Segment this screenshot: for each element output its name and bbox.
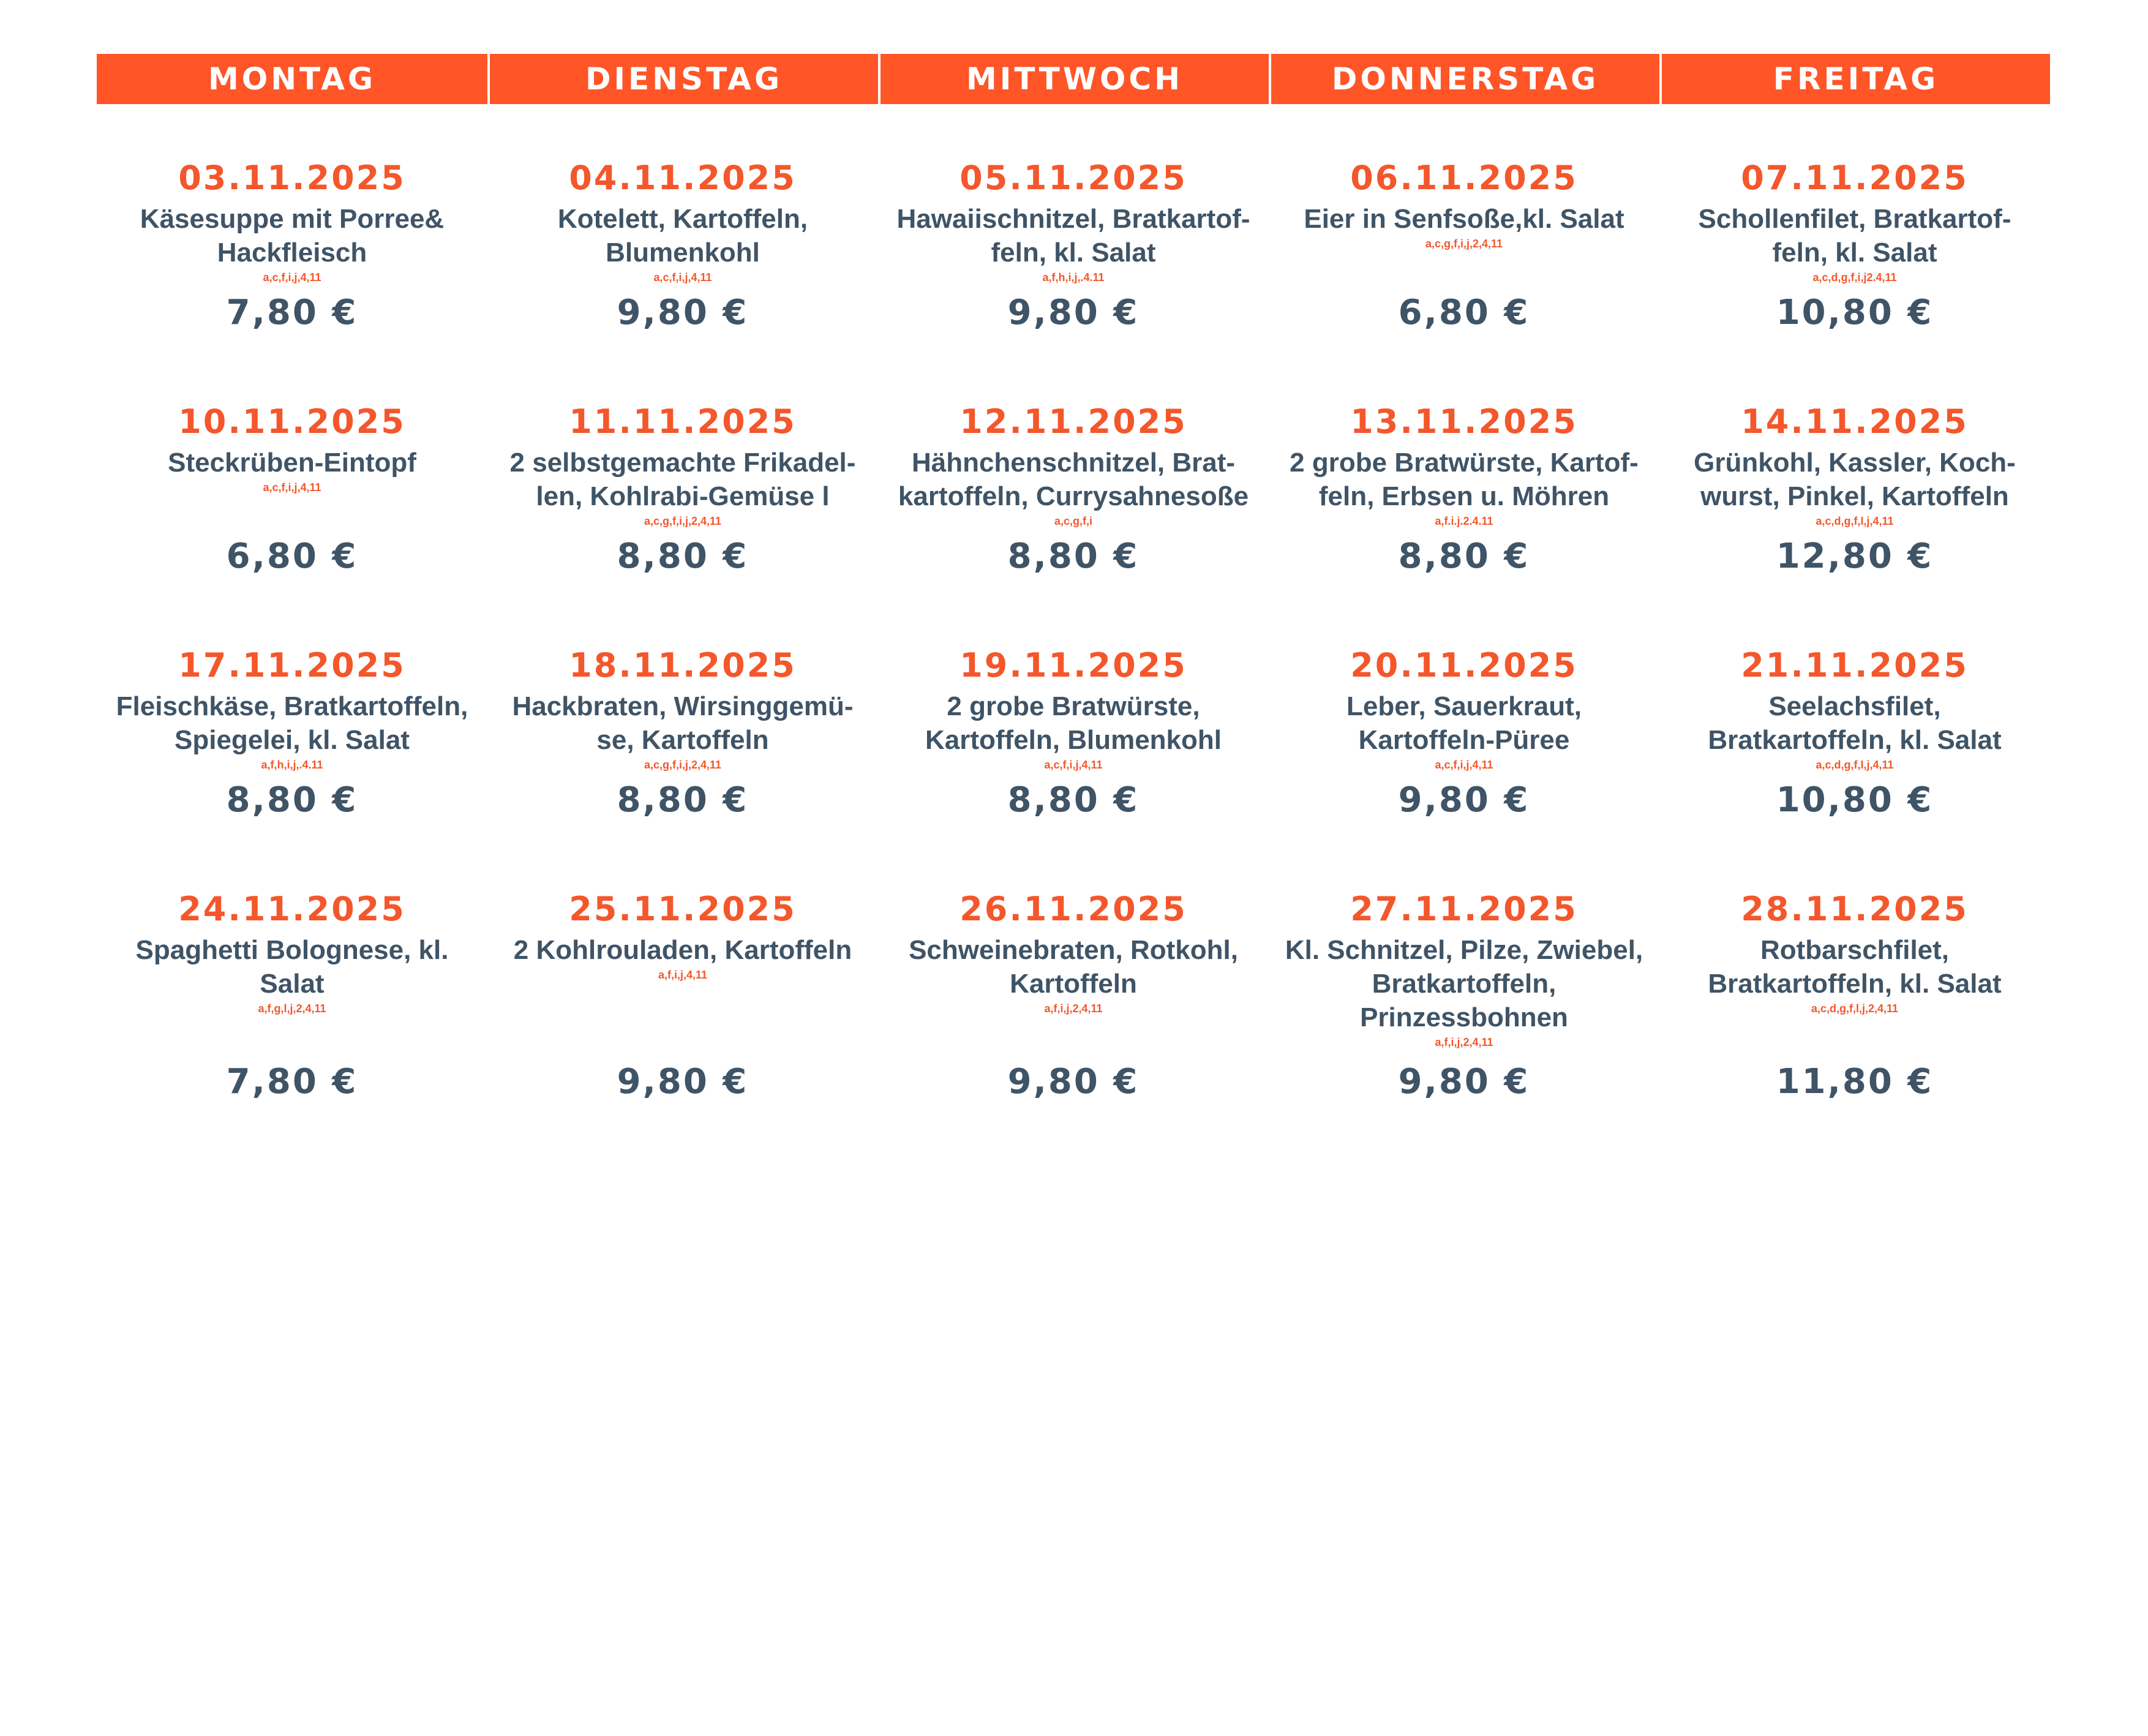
allergen-codes: a,f,i,j,2,4,11 xyxy=(1044,1002,1103,1015)
menu-date: 13.11.2025 xyxy=(1350,402,1578,441)
menu-date: 28.11.2025 xyxy=(1741,890,1969,928)
menu-cell xyxy=(1269,153,1659,397)
allergen-codes: a,c,d,g,f,l,j,2,4,11 xyxy=(1811,1002,1899,1015)
dish-name: Schollenfilet, Bratkartof-feln, kl. Salat xyxy=(1698,204,2011,268)
menu-date: 06.11.2025 xyxy=(1350,159,1578,197)
dish-price: 7,80 € xyxy=(226,1062,358,1102)
dish-price: 8,80 € xyxy=(1398,536,1530,576)
dish-name: Schweinebraten, Rotkohl, Kartoffeln xyxy=(909,935,1238,999)
menu-cell xyxy=(487,641,878,884)
allergen-codes: a,f,g,l,j,2,4,11 xyxy=(258,1002,326,1015)
menu-cell xyxy=(487,397,878,641)
dish-name: 2 grobe Bratwürste, Kartof-feln, Erbsen u. Möhren xyxy=(1290,448,1639,511)
dish-price: 9,80 € xyxy=(617,1062,749,1102)
menu-cell xyxy=(1659,641,2050,884)
dish-price: 12,80 € xyxy=(1776,536,1934,576)
allergen-codes: a,c,f,i,j,4,11 xyxy=(1044,759,1103,771)
menu-date: 17.11.2025 xyxy=(178,646,406,685)
dish-price: 8,80 € xyxy=(1007,780,1140,820)
header-monday: MONTAG xyxy=(208,61,377,97)
week-row-3 xyxy=(97,641,2050,884)
dish-name: Rotbarschfilet, Bratkartoffeln, kl. Salat xyxy=(1708,935,2002,999)
menu-date: 05.11.2025 xyxy=(959,159,1187,197)
menu-cell xyxy=(1659,397,2050,641)
dish-price: 11,80 € xyxy=(1776,1062,1934,1102)
menu-cell xyxy=(878,884,1269,1141)
menu-cell xyxy=(1659,153,2050,397)
menu-cell xyxy=(878,641,1269,884)
menu-date: 24.11.2025 xyxy=(178,890,406,928)
menu-cell xyxy=(1269,884,1659,1141)
header-tuesday: DIENSTAG xyxy=(487,54,878,104)
dish-name: Steckrüben-Eintopf xyxy=(168,448,416,478)
dish-price: 9,80 € xyxy=(1007,293,1140,333)
dish-name: Hähnchenschnitzel, Brat-kartoffeln, Currysahnesoße xyxy=(898,448,1249,511)
menu-date: 12.11.2025 xyxy=(959,402,1187,441)
dish-name: Hawaiischnitzel, Bratkartof-feln, kl. Salat xyxy=(896,204,1250,268)
allergen-codes: a,c,f,i,j,4,11 xyxy=(263,271,321,284)
dish-price: 6,80 € xyxy=(226,536,358,576)
dish-price: 9,80 € xyxy=(1398,780,1530,820)
menu-cell xyxy=(1659,884,2050,1141)
dish-price: 9,80 € xyxy=(617,293,749,333)
menu-date: 19.11.2025 xyxy=(959,646,1187,685)
dish-name: Seelachsfilet, Bratkartoffeln, kl. Salat xyxy=(1708,691,2002,755)
menu-cell xyxy=(487,153,878,397)
dish-price: 8,80 € xyxy=(617,536,749,576)
dish-name: Spaghetti Bolognese, kl. Salat xyxy=(135,935,449,999)
menu-cell xyxy=(878,153,1269,397)
dish-name: Eier in Senfsoße,kl. Salat xyxy=(1304,204,1624,234)
lunch-menu xyxy=(97,54,2050,1141)
menu-cell xyxy=(1269,641,1659,884)
header-wednesday: MITTWOCH xyxy=(878,54,1269,104)
allergen-codes: a,f,i,j,2,4,11 xyxy=(1435,1036,1493,1048)
week-row-1 xyxy=(97,153,2050,397)
menu-date: 18.11.2025 xyxy=(569,646,797,685)
week-row-4 xyxy=(97,884,2050,1141)
dish-name: Kl. Schnitzel, Pilze, Zwiebel, Bratkartoffeln, Prinzessbohnen xyxy=(1285,935,1643,1032)
allergen-codes: a,c,f,i,j,4,11 xyxy=(263,481,321,494)
allergen-codes: a,c,d,g,f,I,j,4,11 xyxy=(1816,515,1894,527)
dish-name: Kotelett, Kartoffeln, Blumenkohl xyxy=(557,204,808,268)
weekday-header xyxy=(97,54,2050,104)
menu-cell xyxy=(97,641,487,884)
allergen-codes: a,c,g,f,i,j,2,4,11 xyxy=(644,759,722,771)
dish-price: 9,80 € xyxy=(1398,1062,1530,1102)
allergen-codes: a,f,i,j,4,11 xyxy=(658,969,708,981)
allergen-codes: a,c,d,g,f,I,j,4,11 xyxy=(1816,759,1894,771)
dish-name: Leber, Sauerkraut, Kartoffeln-Püree xyxy=(1346,691,1582,755)
dish-price: 8,80 € xyxy=(1007,536,1140,576)
dish-name: Hackbraten, Wirsinggemü-se, Kartoffeln xyxy=(512,691,854,755)
dish-name: Fleischkäse, Bratkartoffeln, Spiegelei, kl. Salat xyxy=(116,691,468,755)
allergen-codes: a,f,h,i,j,.4.11 xyxy=(1042,271,1105,284)
dish-price: 8,80 € xyxy=(226,780,358,820)
menu-date: 03.11.2025 xyxy=(178,159,406,197)
menu-cell xyxy=(97,884,487,1141)
week-row-2 xyxy=(97,397,2050,641)
menu-cell xyxy=(1269,397,1659,641)
allergen-codes: a,c,f,i,j,4,11 xyxy=(1435,759,1493,771)
menu-date: 11.11.2025 xyxy=(569,402,797,441)
menu-date: 20.11.2025 xyxy=(1350,646,1578,685)
allergen-codes: a,c,g,f,i,j,2,4,11 xyxy=(1425,238,1503,250)
allergen-codes: a,c,g,f,i,j,2,4,11 xyxy=(644,515,722,527)
menu-date: 04.11.2025 xyxy=(569,159,797,197)
menu-date: 21.11.2025 xyxy=(1741,646,1969,685)
menu-date: 27.11.2025 xyxy=(1350,890,1578,928)
menu-date: 26.11.2025 xyxy=(959,890,1187,928)
menu-date: 25.11.2025 xyxy=(569,890,797,928)
dish-name: 2 selbstgemachte Frikadel-len, Kohlrabi-Gemüse l xyxy=(509,448,856,511)
header-thursday: DONNERSTAG xyxy=(1269,54,1659,104)
menu-date: 14.11.2025 xyxy=(1741,402,1969,441)
allergen-codes: a,c,d,g,f,i,j2.4,11 xyxy=(1812,271,1897,284)
allergen-codes: a,f,h,i,j,.4.11 xyxy=(261,759,323,771)
dish-price: 9,80 € xyxy=(1007,1062,1140,1102)
menu-cell xyxy=(97,397,487,641)
header-friday: FREITAG xyxy=(1659,54,2050,104)
menu-cell xyxy=(878,397,1269,641)
allergen-codes: a,c,g,f,i xyxy=(1054,515,1092,527)
allergen-codes: a,c,f,i,j,4,11 xyxy=(653,271,712,284)
menu-date: 07.11.2025 xyxy=(1741,159,1969,197)
dish-name: 2 grobe Bratwürste, Kartoffeln, Blumenkohl xyxy=(925,691,1222,755)
dish-name: Käsesuppe mit Porree& Hackfleisch xyxy=(140,204,445,268)
dish-name: Grünkohl, Kassler, Koch-wurst, Pinkel, Kartoffeln xyxy=(1694,448,2016,511)
dish-name: 2 Kohlrouladen, Kartoffeln xyxy=(513,935,852,965)
menu-cell xyxy=(97,153,487,397)
dish-price: 6,80 € xyxy=(1398,293,1530,333)
dish-price: 10,80 € xyxy=(1776,780,1934,820)
dish-price: 8,80 € xyxy=(617,780,749,820)
dish-price: 10,80 € xyxy=(1776,293,1934,333)
menu-date: 10.11.2025 xyxy=(178,402,406,441)
menu-cell xyxy=(487,884,878,1141)
dish-price: 7,80 € xyxy=(226,293,358,333)
allergen-codes: a,f.i.j.2.4.11 xyxy=(1435,515,1493,527)
